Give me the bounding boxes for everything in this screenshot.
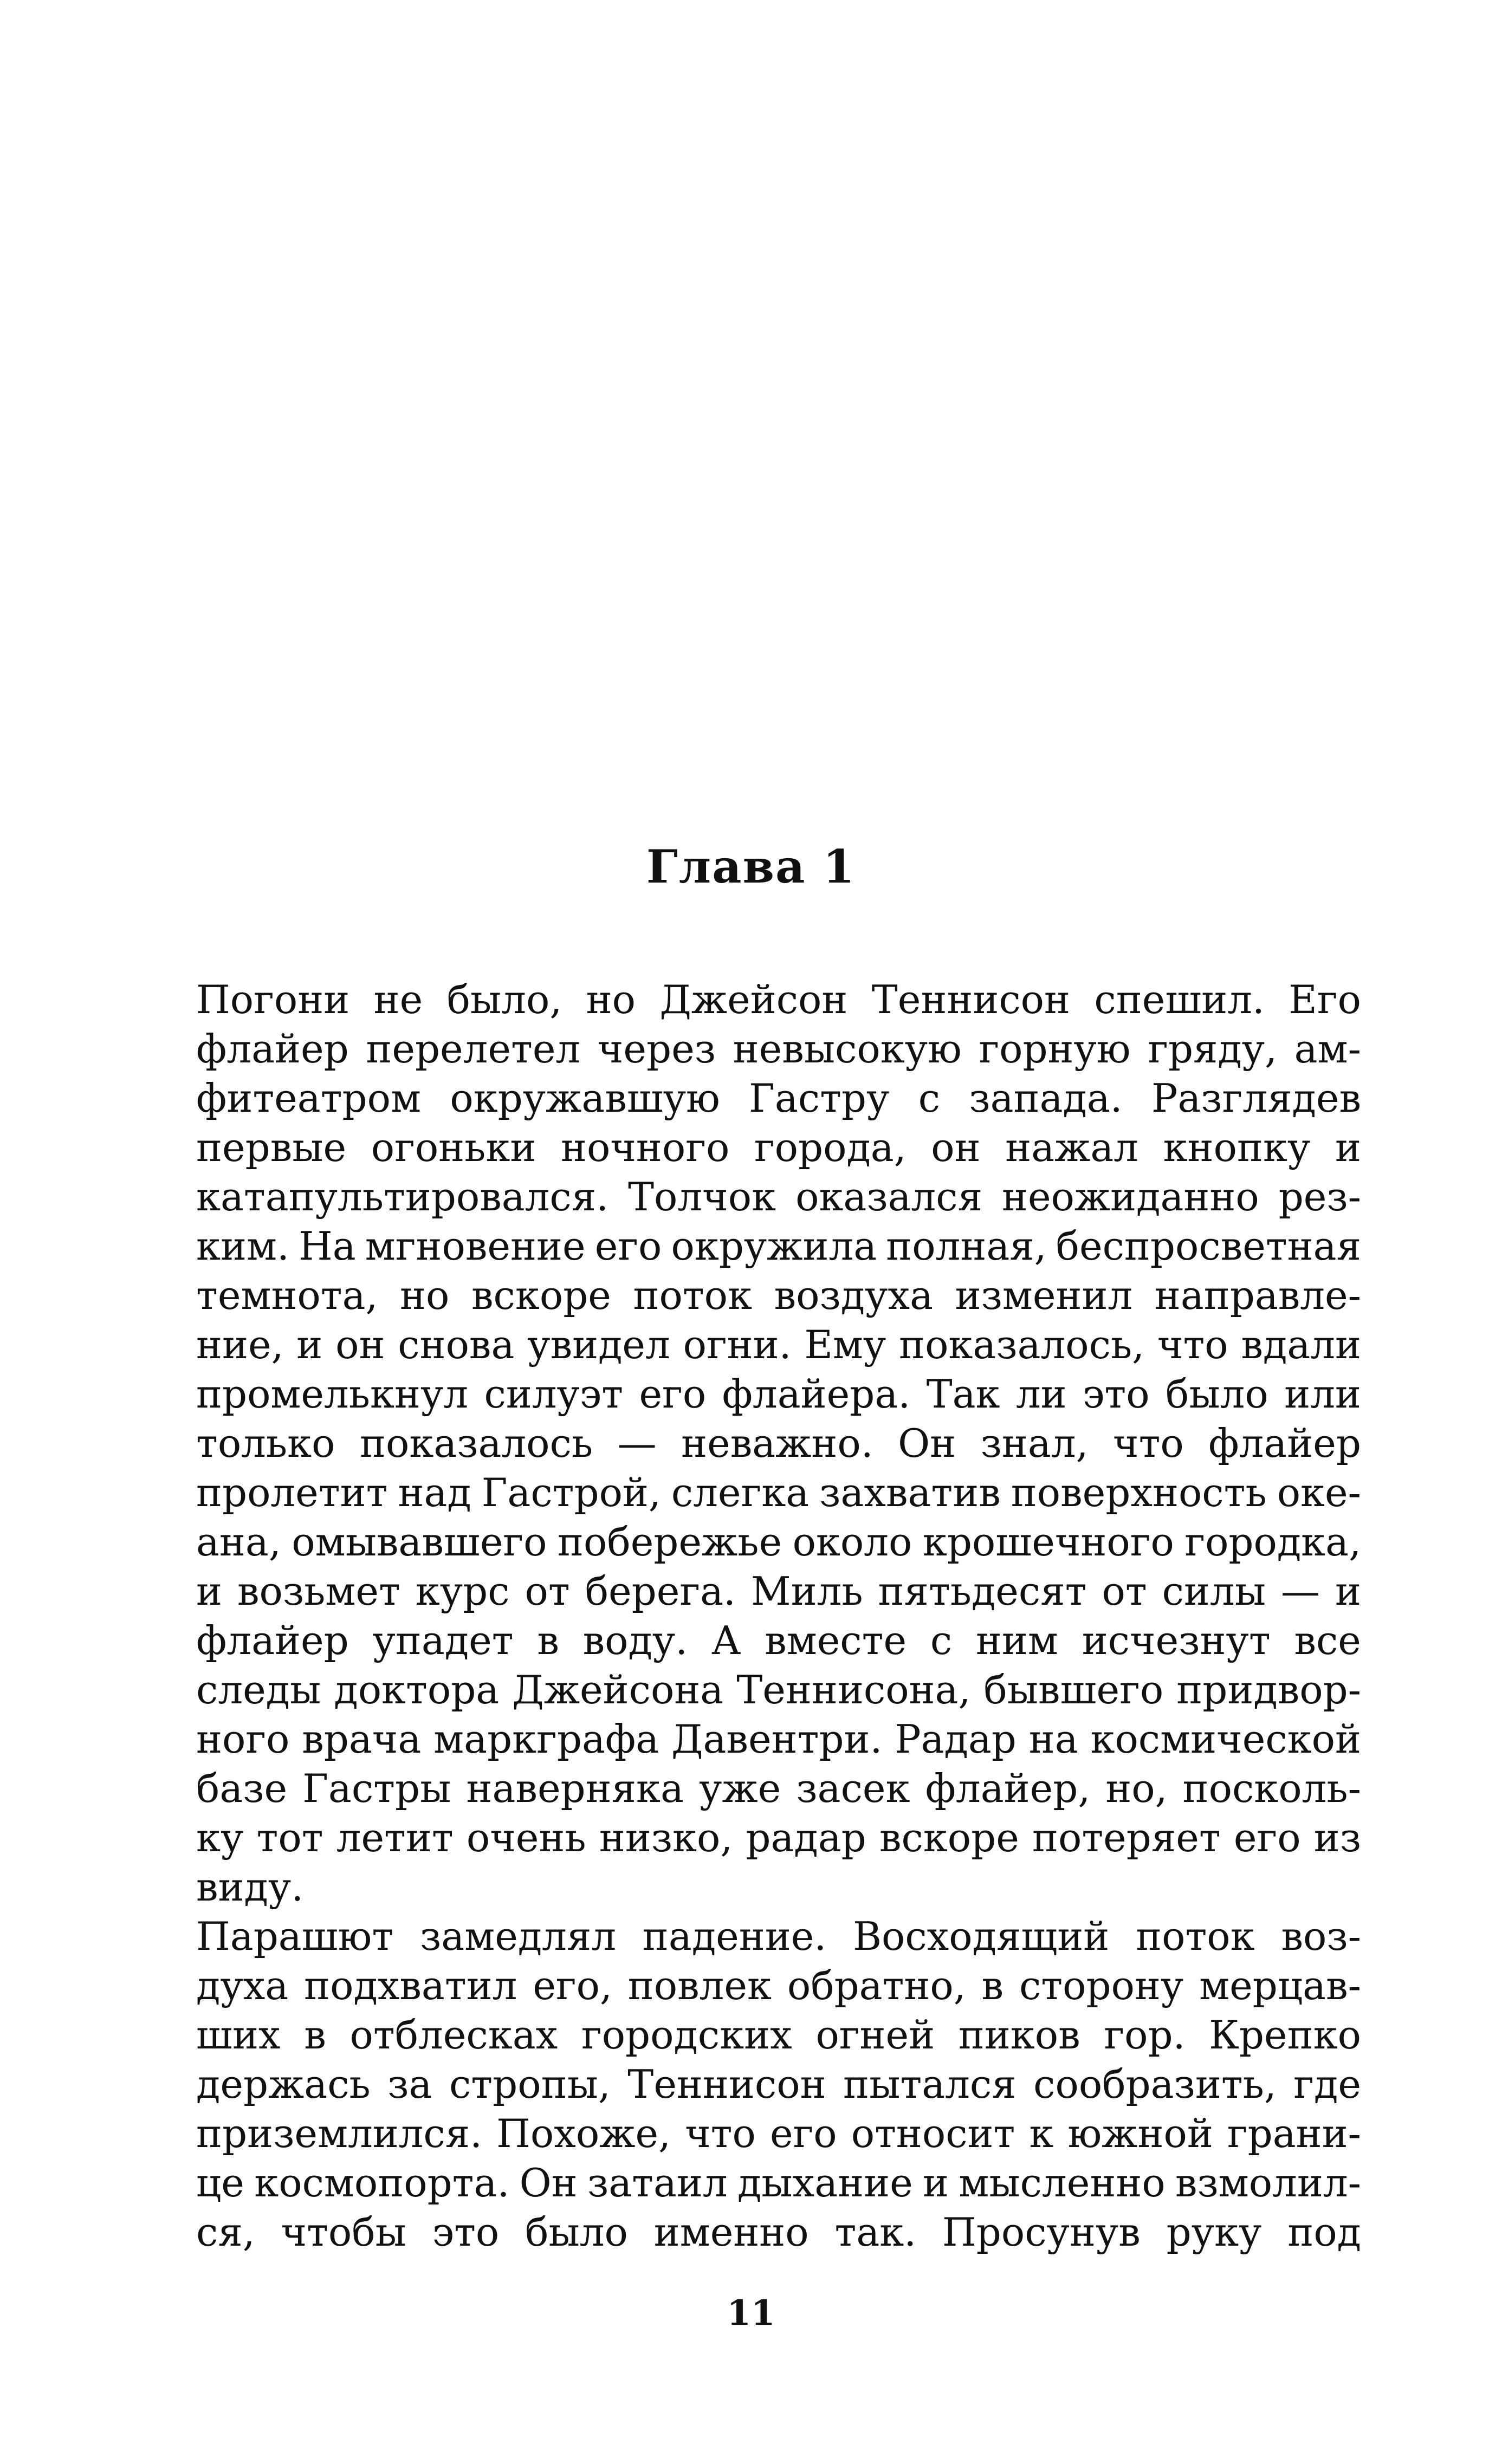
text-line: ана, омывавшего побережье около крошечного городка, [196,1519,1361,1565]
text-line: катапультировался. Толчок оказался неожиданно рез- [196,1174,1361,1220]
text-line: держась за стропы, Теннисон пытался сообразить, где [196,2061,1361,2107]
text-line: флайер перелетел через невысокую горную гряду, ам- [196,1026,1361,1072]
text-line: промелькнул силуэт его флайера. Так ли это было или [196,1371,1361,1417]
text-line: пролетит над Гастрой, слегка захватив поверхность оке- [196,1470,1361,1515]
text-line: Парашют замедлял падение. Восходящий поток воз- [196,1914,1361,1959]
text-line: и возьмет курс от берега. Миль пятьдесят от силы — и [196,1568,1361,1614]
text-line: следы доктора Джейсона Теннисона, бывшего придвор- [196,1667,1361,1713]
text-line: первые огоньки ночного города, он нажал кнопку и [196,1125,1361,1170]
text-line: темнота, но вскоре поток воздуха изменил направле- [196,1273,1361,1318]
text-line: флайер упадет в воду. А вместе с ним исчезнут все [196,1618,1361,1663]
text-line: ким. На мгновение его окружила полная, беспросветная [196,1223,1361,1269]
text-line: ние, и он снова увидел огни. Ему показалось, что вдали [196,1322,1361,1367]
text-line: фитеатром окружавшую Гастру с запада. Разглядев [196,1075,1361,1121]
page-number: 11 [727,2293,775,2333]
body-text [196,975,1361,2257]
text-line: ших в отблесках городских огней пиков гор. Крепко [196,2012,1361,2058]
text-line: ного врача маркграфа Давентри. Радар на космической [196,1716,1361,1762]
text-line: Погони не было, но Джейсон Теннисон спешил. Его [196,977,1361,1022]
text-line: ся, чтобы это было именно так. Просунув руку под [196,2209,1361,2255]
text-line: це космопорта. Он затаил дыхание и мысленно взмолил- [196,2160,1361,2206]
text-line: виду. [196,1864,304,1910]
text-line: приземлился. Похоже, что его относит к южной грани- [196,2111,1361,2156]
text-line: духа подхватил его, повлек обратно, в сторону мерцав- [196,1963,1361,2008]
text-line: ку тот летит очень низко, радар вскоре потеряет его из [196,1815,1361,1860]
text-line: только показалось — неважно. Он знал, что флайер [196,1421,1361,1466]
text-line: базе Гастры наверняка уже засек флайер, но, посколь- [196,1766,1361,1811]
chapter-title: Глава 1 [646,840,856,893]
